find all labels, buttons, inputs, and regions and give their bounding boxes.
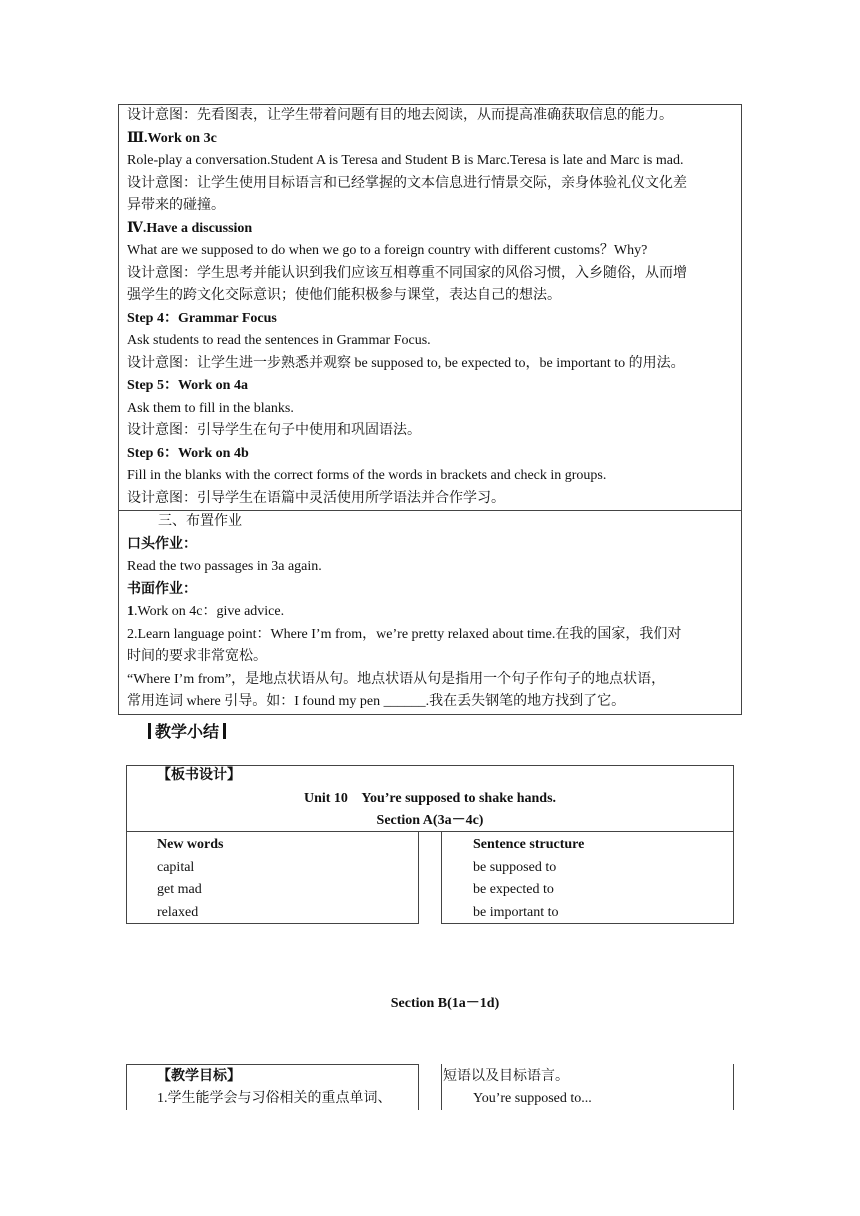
objective-line: 短语以及目标语言。 bbox=[443, 1069, 569, 1084]
new-word-item: capital bbox=[157, 860, 195, 875]
step-heading: Step 5：Work on 4a bbox=[127, 378, 248, 393]
homework-heading: 三、布置作业 bbox=[158, 514, 242, 529]
design-intent-line: 强学生的跨文化交际意识；使他们能积极参与课堂，表达自己的想法。 bbox=[127, 288, 561, 303]
table-divider bbox=[118, 510, 742, 511]
objectives-right-border-r bbox=[733, 1064, 734, 1110]
step-heading: Ⅳ.Have a discussion bbox=[127, 221, 253, 236]
step-heading: Ⅲ.Work on 3c bbox=[127, 131, 217, 146]
title-bar-right bbox=[223, 723, 226, 739]
design-intent-line: 设计意图：学生思考并能认识到我们应该互相尊重不同国家的风俗习惯，入乡随俗，从而增 bbox=[127, 266, 687, 281]
new-words-heading: New words bbox=[157, 837, 224, 852]
step-heading: Step 6：Work on 4b bbox=[127, 446, 249, 461]
written-homework-item-2: 常用连词 where 引导。如：I found my pen ______.我在丢失钢笔的地方找到了它。 bbox=[127, 694, 626, 709]
design-intent-line: 设计意图：让学生使用目标语言和已经掌握的文本信息进行情景交际，亲身体验礼仪文化差 bbox=[127, 176, 687, 191]
board-design-label: 【板书设计】 bbox=[157, 768, 241, 783]
right-cell-left-border bbox=[441, 831, 442, 924]
step-text: Ask them to fill in the blanks. bbox=[127, 401, 294, 416]
unit-title: Unit 10 You’re supposed to shake hands. bbox=[303, 791, 557, 806]
item-text: .Work on 4c：give advice. bbox=[134, 604, 285, 619]
section-a-title: Section A(3a－4c) bbox=[376, 813, 484, 828]
title-bar-left bbox=[148, 723, 151, 739]
step-text: Role-play a conversation.Student A is Teresa and Student B is Marc.Teresa is late and Marc is mad. bbox=[127, 153, 684, 168]
objectives-left-top bbox=[126, 1064, 419, 1065]
objectives-left-border-l bbox=[126, 1064, 127, 1110]
oral-homework-label: 口头作业： bbox=[127, 537, 197, 552]
design-intent-line: 设计意图：引导学生在语篇中灵活使用所学语法并合作学习。 bbox=[127, 491, 505, 506]
step-text: What are we supposed to do when we go to a foreign country with different customs？Why? bbox=[127, 243, 648, 258]
written-homework-item-2: 2.Learn language point：Where I’m from，we’re pretty relaxed about time.在我的国家，我们对 bbox=[127, 627, 682, 642]
design-intent-line: 设计意图：先看图表，让学生带着问题有目的地去阅读，从而提高准确获取信息的能力。 bbox=[127, 108, 673, 123]
sentence-structure-item: be important to bbox=[473, 905, 559, 920]
objective-line: 1.学生能学会与习俗相关的重点单词、 bbox=[157, 1091, 392, 1106]
new-word-item: get mad bbox=[157, 882, 202, 897]
item-number: 1 bbox=[127, 604, 134, 619]
sentence-structure-item: be supposed to bbox=[473, 860, 557, 875]
objectives-label: 【教学目标】 bbox=[157, 1069, 241, 1084]
written-homework-item-2: 时间的要求非常宽松。 bbox=[127, 649, 267, 664]
design-intent-line: 设计意图：引导学生在句子中使用和巩固语法。 bbox=[127, 423, 421, 438]
sentence-structure-item: be expected to bbox=[473, 882, 554, 897]
objectives-left-border-r bbox=[418, 1064, 419, 1110]
summary-title: 教学小结 bbox=[144, 719, 230, 742]
section-b-title: Section B(1a－1d) bbox=[390, 996, 500, 1011]
step-heading: Step 4：Grammar Focus bbox=[127, 311, 277, 326]
objective-line: You’re supposed to... bbox=[473, 1091, 592, 1106]
step-text: Ask students to read the sentences in Grammar Focus. bbox=[127, 333, 431, 348]
step-text: Fill in the blanks with the correct forms of the words in brackets and check in groups. bbox=[127, 468, 607, 483]
design-intent-line: 异带来的碰撞。 bbox=[127, 198, 225, 213]
written-homework-item-2: “Where I’m from”，是地点状语从句。地点状语从句是指用一个句子作句子的地点状语， bbox=[127, 672, 666, 687]
right-cell-bottom-border bbox=[441, 923, 734, 924]
new-word-item: relaxed bbox=[157, 905, 199, 920]
oral-homework-text: Read the two passages in 3a again. bbox=[127, 559, 322, 574]
sentence-structure-heading: Sentence structure bbox=[473, 837, 585, 852]
written-homework-label: 书面作业： bbox=[127, 582, 197, 597]
design-intent-line: 设计意图：让学生进一步熟悉并观察 be supposed to, be expected to，be important to 的用法。 bbox=[127, 356, 685, 371]
written-homework-item-1 bbox=[127, 602, 284, 622]
objectives-right-border-l bbox=[441, 1064, 442, 1110]
right-cell-right-border bbox=[733, 831, 734, 924]
